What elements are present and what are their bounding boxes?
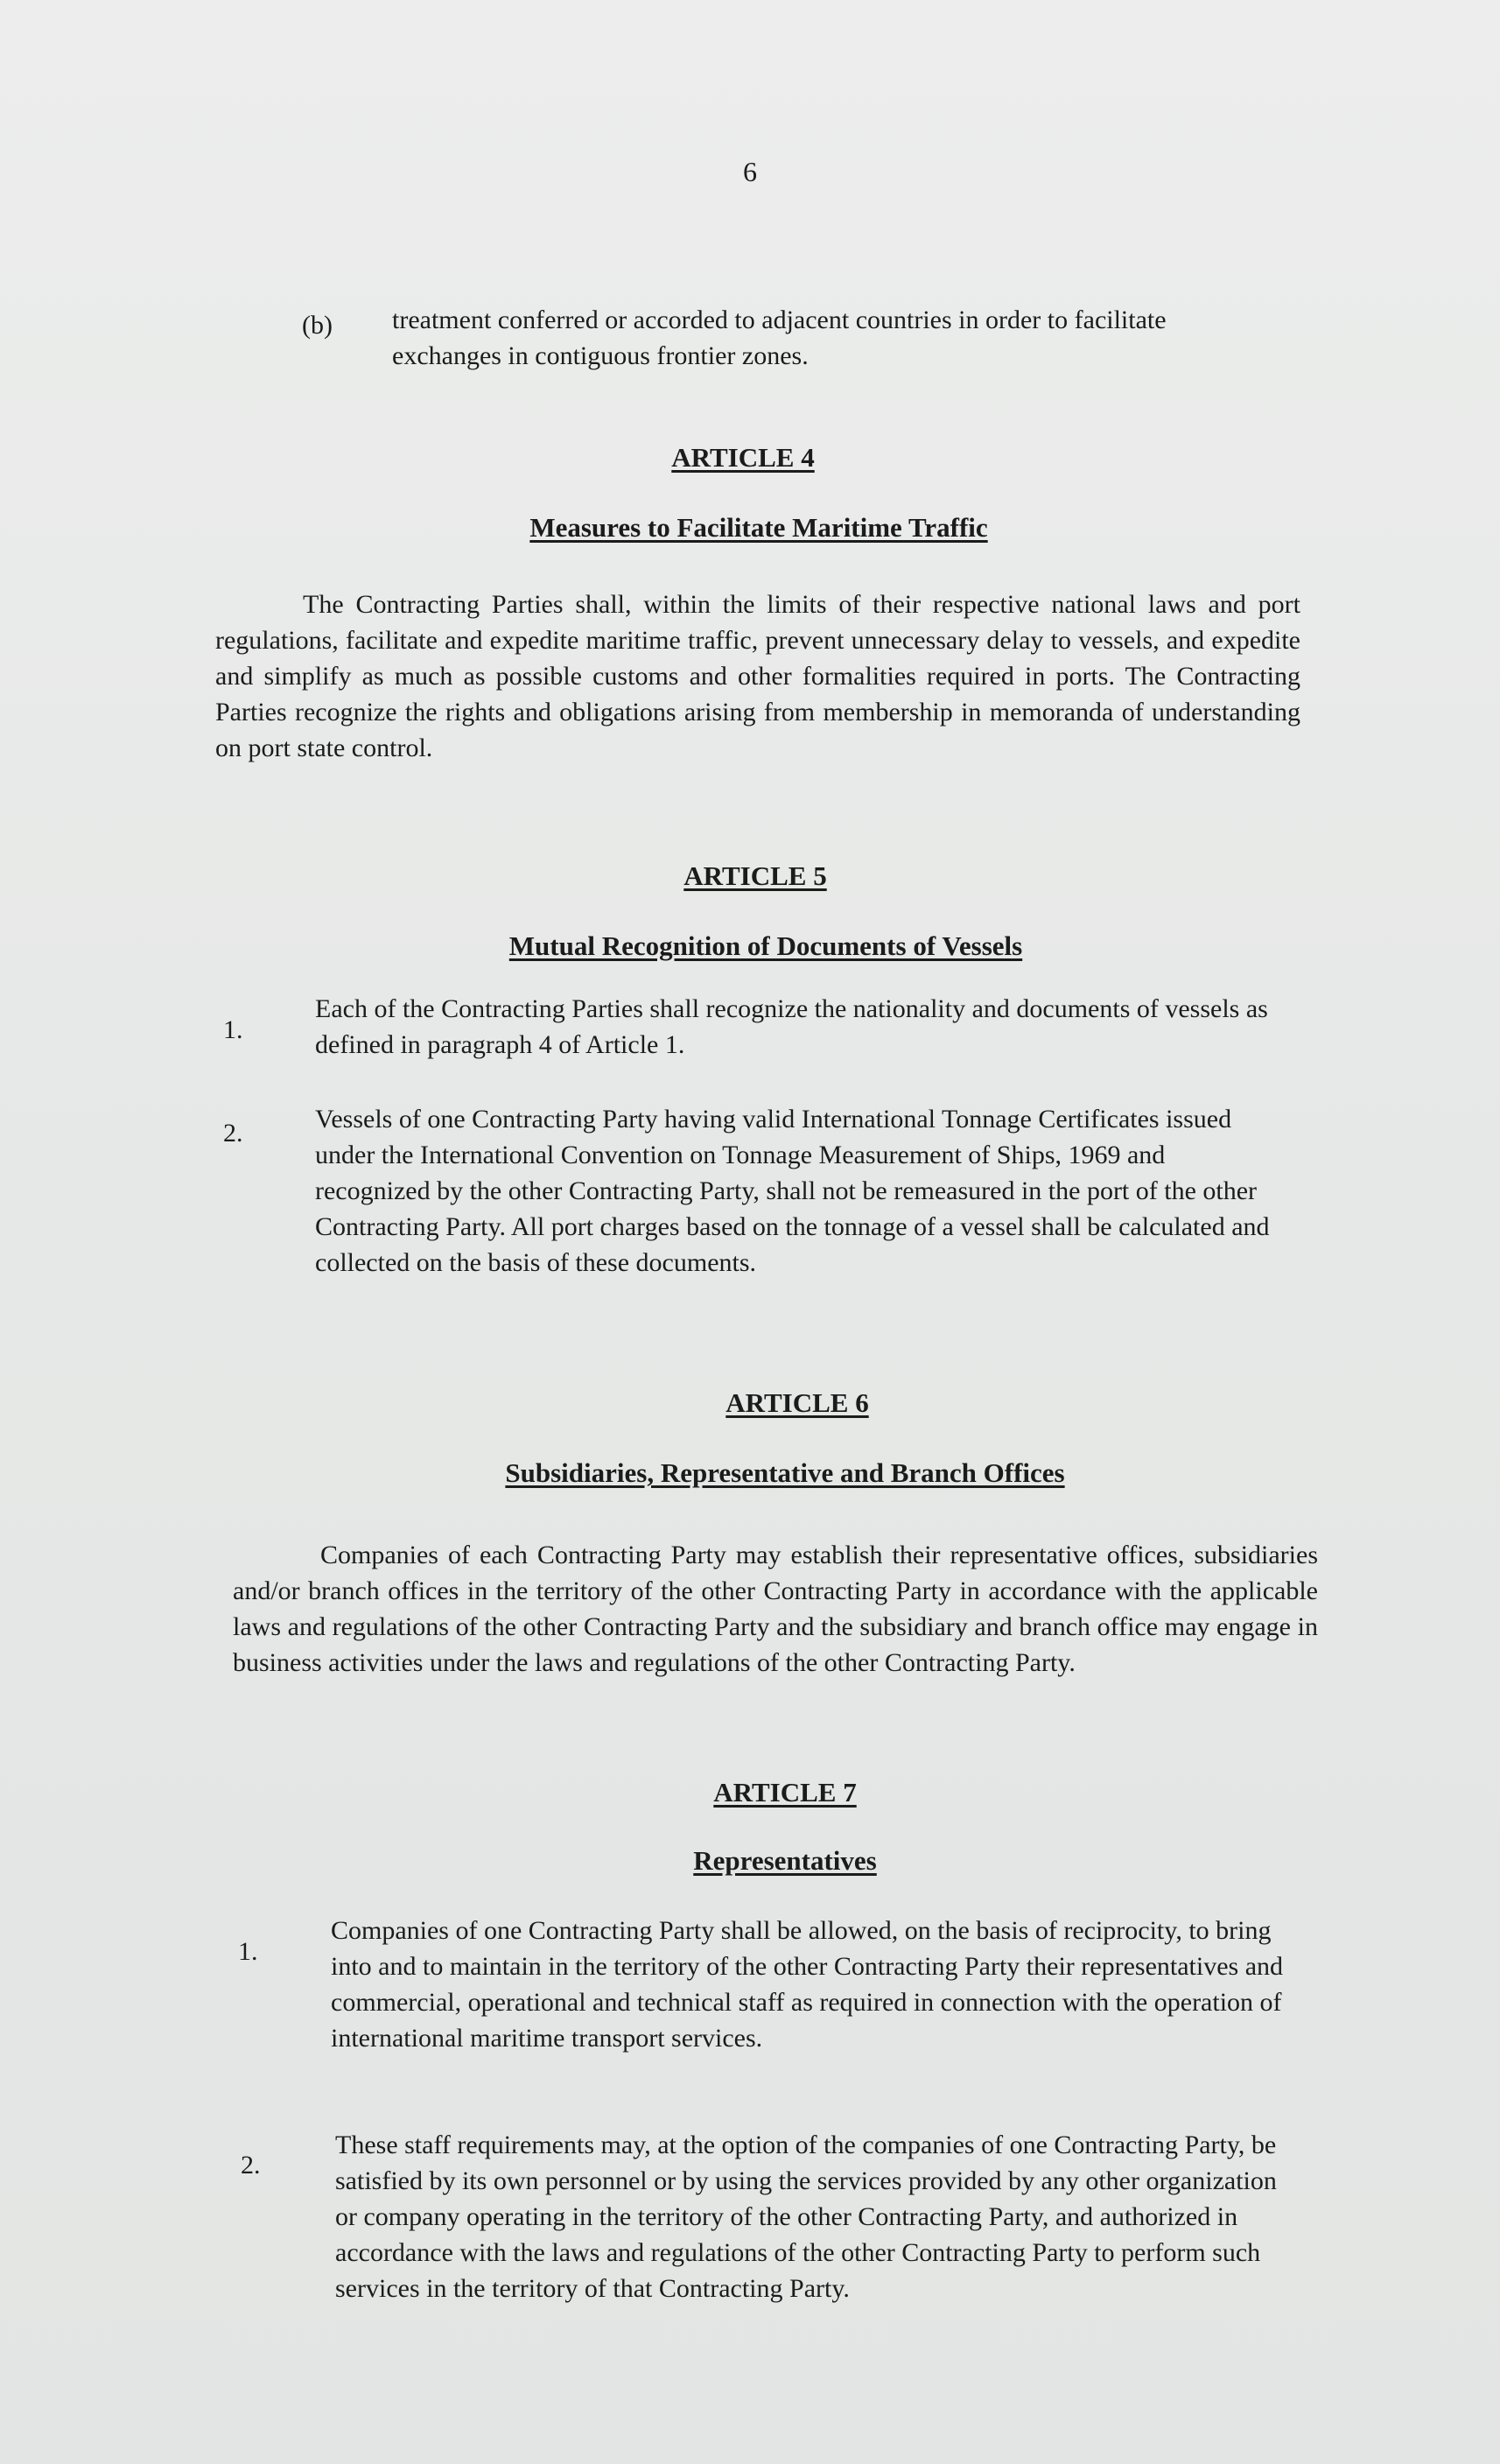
article-7-item-2-number: 2.: [241, 2151, 261, 2180]
article-5-item-1-text: Each of the Contracting Parties shall recognize the nationality and documents of vessels as defined in paragraph 4 of Article 1.: [315, 994, 1268, 1059]
article-7-title: Representatives: [693, 1845, 877, 1876]
article-4-title: Measures to Facilitate Maritime Traffic: [529, 512, 988, 543]
article-5-item-2-text: Vessels of one Contracting Party having valid International Tonnage Certificates issued under the International Convention on Tonnage Measurement of Ships, 1969 and recognized by the other Contracting Party, shall not be remeasured in the port of the other Contracting Party. All port charges based on the tonnage of a vessel shall be calculated and collected on the basis of these documents.: [315, 1105, 1270, 1277]
sub-item-marker: (b): [302, 311, 333, 340]
article-5-title: Mutual Recognition of Documents of Vessels: [508, 930, 1023, 961]
article-5-heading: ARTICLE 5: [683, 860, 827, 891]
sub-item-text: treatment conferred or accorded to adjacent countries in order to facilitate exchanges in contiguous frontier zones.: [392, 305, 1167, 370]
article-7-item-2-text: These staff requirements may, at the option of the companies of one Contracting Party, be satisfied by its own personnel or by using the services provided by any other organization or company operating in the territory of the other Contracting Party, and authorized in accordance with the laws and regulations of the other Contracting Party to perform such services in the territory of that Contracting Party.: [335, 2131, 1277, 2303]
page-number: 6: [743, 156, 757, 187]
article-4-heading: ARTICLE 4: [671, 442, 815, 473]
article-6-title: Subsidiaries, Representative and Branch Offices: [505, 1457, 1065, 1488]
article-4-paragraph: The Contracting Parties shall, within the limits of their respective national laws and port regulations, facilitate and expedite maritime traffic, prevent unnecessary delay to vessels, and expedite and simplify as much as possible customs and other formalities required in ports. The Contracting Parties recognize the rights and obligations arising from membership in memoranda of understanding on port state control.: [215, 590, 1300, 762]
article-5-item-2-number: 2.: [223, 1119, 243, 1148]
article-7-item-1-number: 1.: [238, 1937, 258, 1966]
article-7-heading: ARTICLE 7: [713, 1777, 857, 1808]
article-6-heading: ARTICLE 6: [725, 1387, 869, 1418]
article-5-item-1-number: 1.: [223, 1015, 243, 1044]
article-6-paragraph: Companies of each Contracting Party may establish their representative offices, subsidiaries and/or branch offices in the territory of the other Contracting Party in accordance with the applicable laws and regulations of the other Contracting Party and the subsidiary and branch office may engage in business activities under the laws and regulations of the other Contracting Party.: [233, 1541, 1318, 1677]
article-7-item-1-text: Companies of one Contracting Party shall be allowed, on the basis of reciprocity, to bring into and to maintain in the territory of the other Contracting Party their representatives and commercial, operational and technical staff as required in connection with the operation of international maritime transport services.: [331, 1916, 1284, 2053]
